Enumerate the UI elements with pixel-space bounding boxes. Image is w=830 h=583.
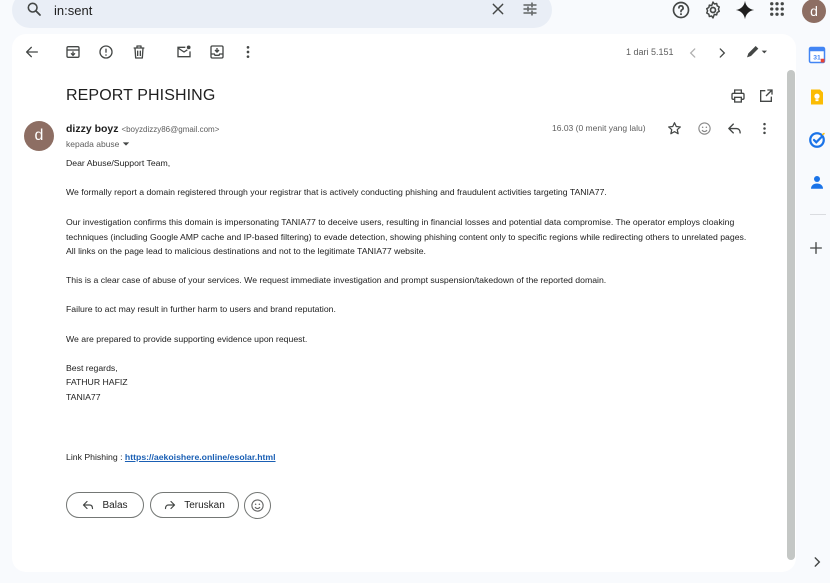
- body-paragraph-1: We formally report a domain registered through your registrar that is actively conducting phishing and fraudulent activities targeting TANIA77.: [66, 187, 607, 197]
- clear-search-icon[interactable]: [490, 1, 506, 17]
- archive-icon[interactable]: [65, 44, 83, 62]
- phishing-link-line: [66, 450, 756, 465]
- phishing-link[interactable]: https://aekoishere.online/esolar.html: [124, 452, 276, 462]
- help-icon[interactable]: [671, 0, 693, 22]
- signature-company: TANIA77: [66, 392, 101, 402]
- star-icon[interactable]: [667, 121, 683, 137]
- print-icon[interactable]: [730, 88, 748, 106]
- newer-chevron-icon[interactable]: [686, 44, 704, 62]
- forward-button-label: Teruskan: [184, 499, 225, 511]
- move-to-icon[interactable]: [209, 44, 227, 62]
- tasks-icon[interactable]: [808, 131, 828, 151]
- reply-button-label: Balas: [102, 499, 128, 511]
- account-avatar[interactable]: d: [802, 0, 826, 23]
- email-timestamp: 16.03 (0 menit yang lalu): [552, 123, 646, 133]
- forward-button[interactable]: [150, 492, 239, 518]
- calendar-icon[interactable]: [808, 46, 828, 66]
- calendar-day: 31: [813, 54, 821, 62]
- scrollbar[interactable]: [787, 70, 795, 560]
- mark-unread-icon[interactable]: [176, 44, 194, 62]
- input-tools-icon[interactable]: [743, 44, 771, 62]
- caret-down-icon[interactable]: [122, 140, 130, 148]
- body-paragraph-3: This is a clear case of abuse of your services. We request immediate investigation and prompt suspension/takedown of the reported domain.: [66, 275, 607, 285]
- back-arrow-icon[interactable]: [24, 44, 42, 62]
- body-greeting: Dear Abuse/Support Team,: [66, 158, 171, 168]
- reply-icon[interactable]: [727, 121, 743, 137]
- more-vert-icon[interactable]: [240, 44, 258, 62]
- forward-arrow-icon: [164, 499, 176, 511]
- search-bar[interactable]: [12, 0, 552, 28]
- emoji-reaction-button[interactable]: [244, 492, 271, 519]
- recipient-line[interactable]: [66, 139, 130, 149]
- body-paragraph-2: Our investigation confirms this domain is impersonating TANIA77 to deceive users, resulting in financial losses and potential data compromise. The operator employs cloaking techniques (including Google AMP cache and IP-based filtering) to evade detection, showing phishing content only to specific regions while redirecting others to unrelated pages. All links on the page lead to malicious destinations and not to the legitimate TANIA77 website.: [66, 217, 747, 256]
- reply-arrow-icon: [82, 499, 94, 511]
- sender-avatar[interactable]: d: [24, 121, 54, 151]
- sender-name[interactable]: dizzy boyz: [66, 123, 119, 135]
- email-subject: REPORT PHISHING: [66, 87, 216, 104]
- signature-name: FATHUR HAFIZ: [66, 377, 128, 387]
- message-more-icon[interactable]: [757, 121, 773, 137]
- gemini-sparkle-icon[interactable]: [735, 0, 757, 22]
- keep-icon[interactable]: [808, 88, 828, 108]
- sender-info: [66, 123, 219, 135]
- report-spam-icon[interactable]: [98, 44, 116, 62]
- body-paragraph-4: Failure to act may result in further harm to users and brand reputation.: [66, 304, 336, 314]
- side-panel-divider: [810, 214, 826, 215]
- settings-icon[interactable]: [703, 0, 725, 22]
- delete-icon[interactable]: [131, 44, 149, 62]
- pagination-count: 1 dari 5.151: [626, 47, 674, 57]
- sender-email: <boyzdizzy86@gmail.com>: [121, 125, 220, 134]
- phishing-link-label: Link Phishing :: [66, 452, 125, 462]
- search-input[interactable]: in:sent: [54, 3, 93, 18]
- contacts-icon[interactable]: [808, 173, 828, 193]
- signature-closing: Best regards,: [66, 363, 118, 373]
- search-options-icon[interactable]: [522, 1, 538, 17]
- recipient-label: kepada abuse: [66, 139, 120, 149]
- expand-side-panel-icon[interactable]: [810, 555, 830, 575]
- open-new-window-icon[interactable]: [758, 88, 776, 106]
- reply-button[interactable]: [66, 492, 144, 518]
- older-chevron-icon[interactable]: [715, 44, 733, 62]
- apps-grid-icon[interactable]: [768, 0, 790, 22]
- body-paragraph-5: We are prepared to provide supporting evidence upon request.: [66, 334, 308, 344]
- smiley-icon: [250, 498, 265, 513]
- search-icon[interactable]: [26, 1, 42, 17]
- add-addon-icon[interactable]: [808, 240, 828, 260]
- emoji-react-icon[interactable]: [697, 121, 713, 137]
